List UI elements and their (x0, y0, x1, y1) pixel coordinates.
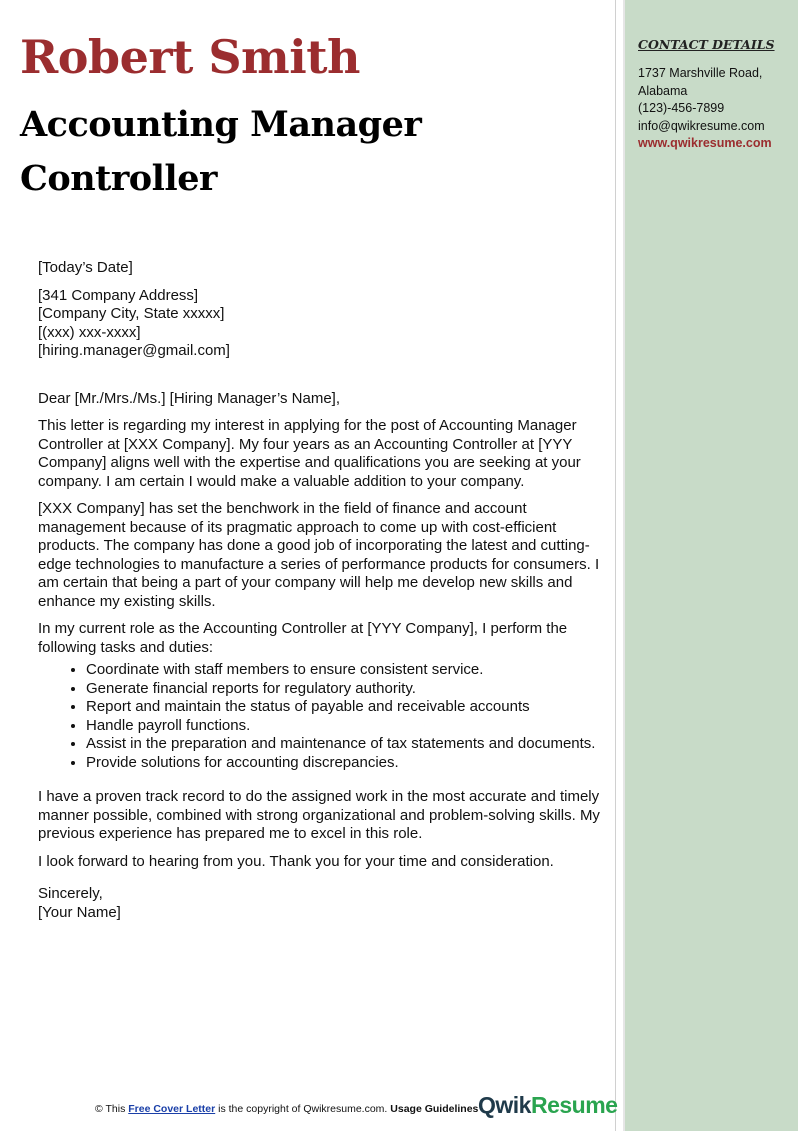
list-item: • Generate financial reports for regulatory authority. (86, 680, 608, 699)
paragraph: I look forward to hearing from you. Thank you for your time and consideration. (38, 852, 554, 870)
copyright-icon: © (95, 1103, 103, 1115)
contact-heading: CONTACT DETAILS (638, 37, 775, 52)
date: [Today’s Date] (38, 259, 133, 276)
sidebar-divider (615, 0, 616, 1131)
recipient-line: [(xxx) xxx-xxxx] (38, 323, 141, 341)
recipient-block (38, 287, 608, 361)
website-link[interactable]: www.qwikresume.com (638, 136, 772, 150)
paragraph: [XXX Company] has set the benchwork in the field of finance and account management because of its pragmatic approach to come up with cost-efficient products. The company has done a good job of incorporating the latest and cutting-edge technologies to manufacture a series of performance products for consumers. I am certain that being a part of your company will help me develop new skills and enhance my existing skills. (38, 500, 600, 610)
email[interactable]: info@qwikresume.com (638, 118, 765, 133)
list-item: • Coordinate with staff members to ensure consistent service. (86, 661, 608, 680)
footer-text: This (105, 1103, 126, 1115)
paragraph: This letter is regarding my interest in applying for the post of Accounting Manager Controller at [XXX Company]. My four years as an Accounting Controller at [YYY Company] aligns well with the expertise and qualifications you are seeking at your company. I am certain I would make a valuable addition to your company. (38, 417, 581, 490)
duties-list (38, 661, 608, 772)
signature: [Your Name] (38, 903, 121, 921)
job-title: Accounting Manager Controller (20, 104, 422, 199)
phone: (123)-456-7899 (638, 101, 725, 115)
logo-part: Resume (530, 1092, 618, 1118)
recipient-line: [Company City, State xxxxx] (38, 305, 225, 322)
letter-body (38, 259, 608, 931)
usage-guidelines-link[interactable]: Usage Guidelines (390, 1103, 479, 1115)
paragraph: In my current role as the Accounting Controller at [YYY Company], I perform the following tasks and duties: (38, 620, 568, 656)
signoff-block (38, 885, 608, 922)
contact-sidebar (623, 0, 798, 1131)
logo-part: Qwik (478, 1092, 531, 1118)
signoff: Sincerely, (38, 885, 103, 902)
list-item: • Handle payroll functions. (86, 717, 608, 736)
salutation: Dear [Mr./Mrs./Ms.] [Hiring Manager’s Name], (38, 389, 341, 407)
footer-text: is the copyright of Qwikresume.com. (218, 1103, 388, 1115)
list-item: • Report and maintain the status of payable and receivable accounts (86, 698, 608, 717)
copyright-footer (95, 1103, 478, 1115)
qwikresume-logo (478, 1092, 617, 1119)
contact-details (638, 65, 772, 153)
applicant-name: Robert Smith (20, 30, 360, 84)
free-cover-letter-link[interactable]: Free Cover Letter (128, 1103, 216, 1115)
address-line-1: 1737 Marshville Road, (638, 66, 763, 80)
paragraph: I have a proven track record to do the assigned work in the most accurate and timely manner possible, combined with strong organizational and problem-solving skills. My previous experience has prepared me to excel in this role. (38, 788, 600, 842)
recipient-line: [341 Company Address] (38, 286, 199, 304)
list-item: • Assist in the preparation and maintenance of tax statements and documents. (86, 735, 608, 754)
recipient-line: [hiring.manager@gmail.com] (38, 342, 230, 359)
list-item: • Provide solutions for accounting discrepancies. (86, 754, 608, 773)
address-line-2: Alabama (638, 83, 688, 98)
